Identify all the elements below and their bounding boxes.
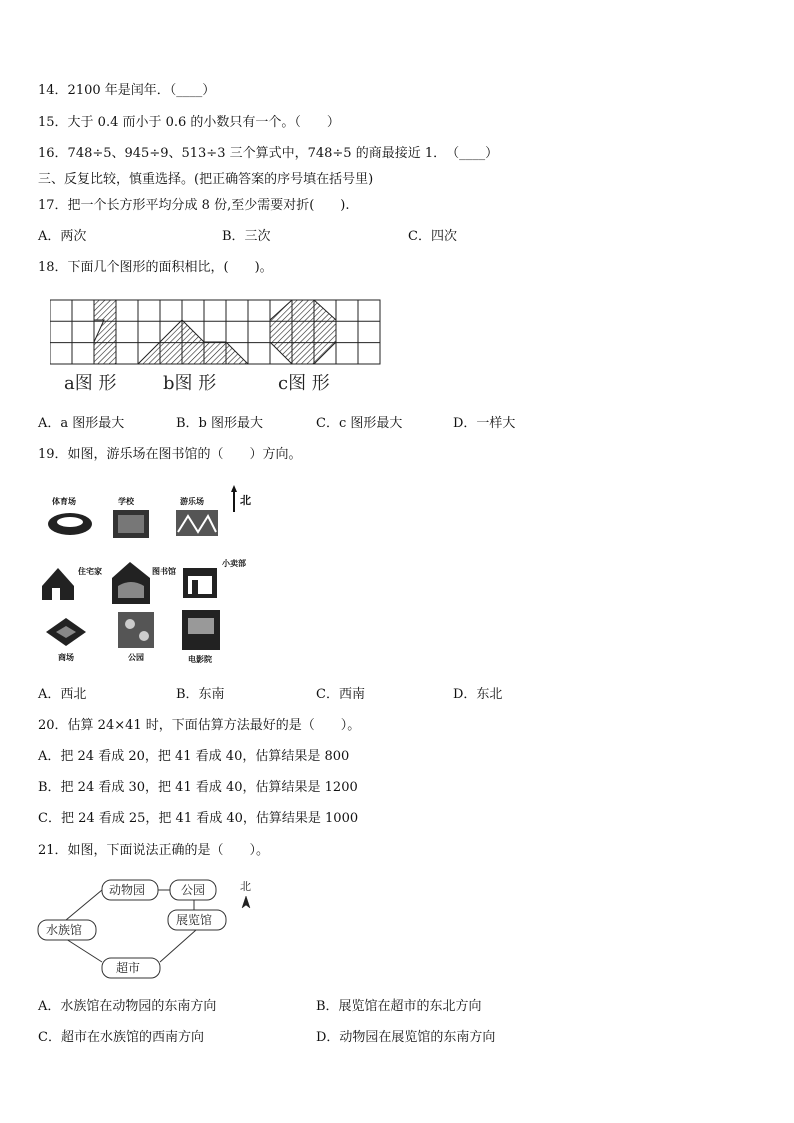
place-label-4: 图书馆 [152, 567, 176, 576]
figure-a-label: a图 形 [64, 373, 117, 394]
question-17-stem: 17．把一个长方形平均分成 8 份,至少需要对折( ). [38, 198, 350, 213]
q21-option-a: A．水族馆在动物园的东南方向 [38, 999, 217, 1014]
q18-option-c: C．c 图形最大 [316, 416, 403, 431]
place-label-3: 住宅家 [78, 567, 102, 576]
area-grid-svg [50, 298, 385, 368]
market-label: 超市 [116, 961, 141, 975]
q19-option-d: D．东北 [453, 687, 503, 702]
q18-option-a: A．a 图形最大 [38, 416, 125, 431]
map-svg [38, 482, 258, 667]
q17-option-b: B．三次 [222, 229, 271, 244]
question-21-stem: 21．如图，下面说法正确的是（ ）。 [38, 843, 270, 858]
edge-zoo-aquarium [66, 890, 102, 920]
edge-aquarium-market [66, 939, 102, 962]
q17-option-c: C．四次 [408, 229, 457, 244]
shape-a [94, 300, 116, 364]
q21-option-b: B．展览馆在超市的东北方向 [316, 999, 482, 1014]
q17-option-a: A．两次 [38, 229, 87, 244]
north-arrow-icon [242, 896, 250, 908]
diagram-north-label: 北 [240, 880, 251, 893]
place-label-7: 公园 [128, 653, 144, 662]
place-label-2: 游乐场 [180, 497, 204, 506]
place-label-5: 小卖部 [222, 559, 246, 568]
question-19-stem: 19．如图，游乐场在图书馆的（ ）方向。 [38, 447, 302, 462]
q20-option-c: C．把 24 看成 25，把 41 看成 40，估算结果是 1000 [38, 811, 359, 826]
places-diagram-svg [36, 872, 266, 984]
park-label: 公园 [181, 883, 206, 897]
area-grid-figure [50, 298, 385, 372]
edge-market-exhibition [160, 930, 196, 962]
place-label-0: 体育场 [52, 497, 76, 506]
place-label-1: 学校 [118, 497, 134, 506]
place-label-6: 商场 [58, 653, 74, 662]
q19-option-a: A．西北 [38, 687, 87, 702]
figure-b-label: b图 形 [163, 373, 217, 394]
q18-option-d: D．一样大 [453, 416, 516, 431]
exhibition-label: 展览馆 [176, 913, 213, 927]
park-icon [118, 612, 154, 648]
place-label-8: 电影院 [188, 655, 212, 664]
question-18-stem: 18．下面几个图形的面积相比，( )。 [38, 260, 273, 275]
shape-c [270, 300, 336, 364]
question-14: 14．2100 年是闰年．（____） [38, 83, 216, 98]
map-north-label: 北 [240, 494, 251, 507]
q21-option-d: D．动物园在展览馆的东南方向 [316, 1030, 496, 1045]
shape-b [138, 320, 248, 364]
q21-option-c: C．超市在水族馆的西南方向 [38, 1030, 204, 1045]
aquarium-label: 水族馆 [46, 923, 83, 937]
section-3-heading: 三、反复比较，慎重选择。(把正确答案的序号填在括号里) [38, 172, 374, 187]
question-20-stem: 20．估算 24×41 时，下面估算方法最好的是（ ）。 [38, 718, 361, 733]
places-diagram [36, 872, 266, 988]
figure-c-label: c图 形 [278, 373, 330, 394]
zoo-label: 动物园 [109, 883, 146, 897]
q19-option-b: B．东南 [176, 687, 225, 702]
map-figure [38, 482, 258, 671]
q20-option-b: B．把 24 看成 30，把 41 看成 40，估算结果是 1200 [38, 780, 358, 795]
q20-option-a: A．把 24 看成 20，把 41 看成 40，估算结果是 800 [38, 749, 350, 764]
question-15: 15．大于 0.4 而小于 0.6 的小数只有一个。（ ） [38, 115, 340, 130]
q19-option-c: C．西南 [316, 687, 365, 702]
question-16: 16．748÷5、945÷9、513÷3 三个算式中，748÷5 的商最接近 1． （____） [38, 146, 499, 161]
q18-option-b: B．b 图形最大 [176, 416, 264, 431]
